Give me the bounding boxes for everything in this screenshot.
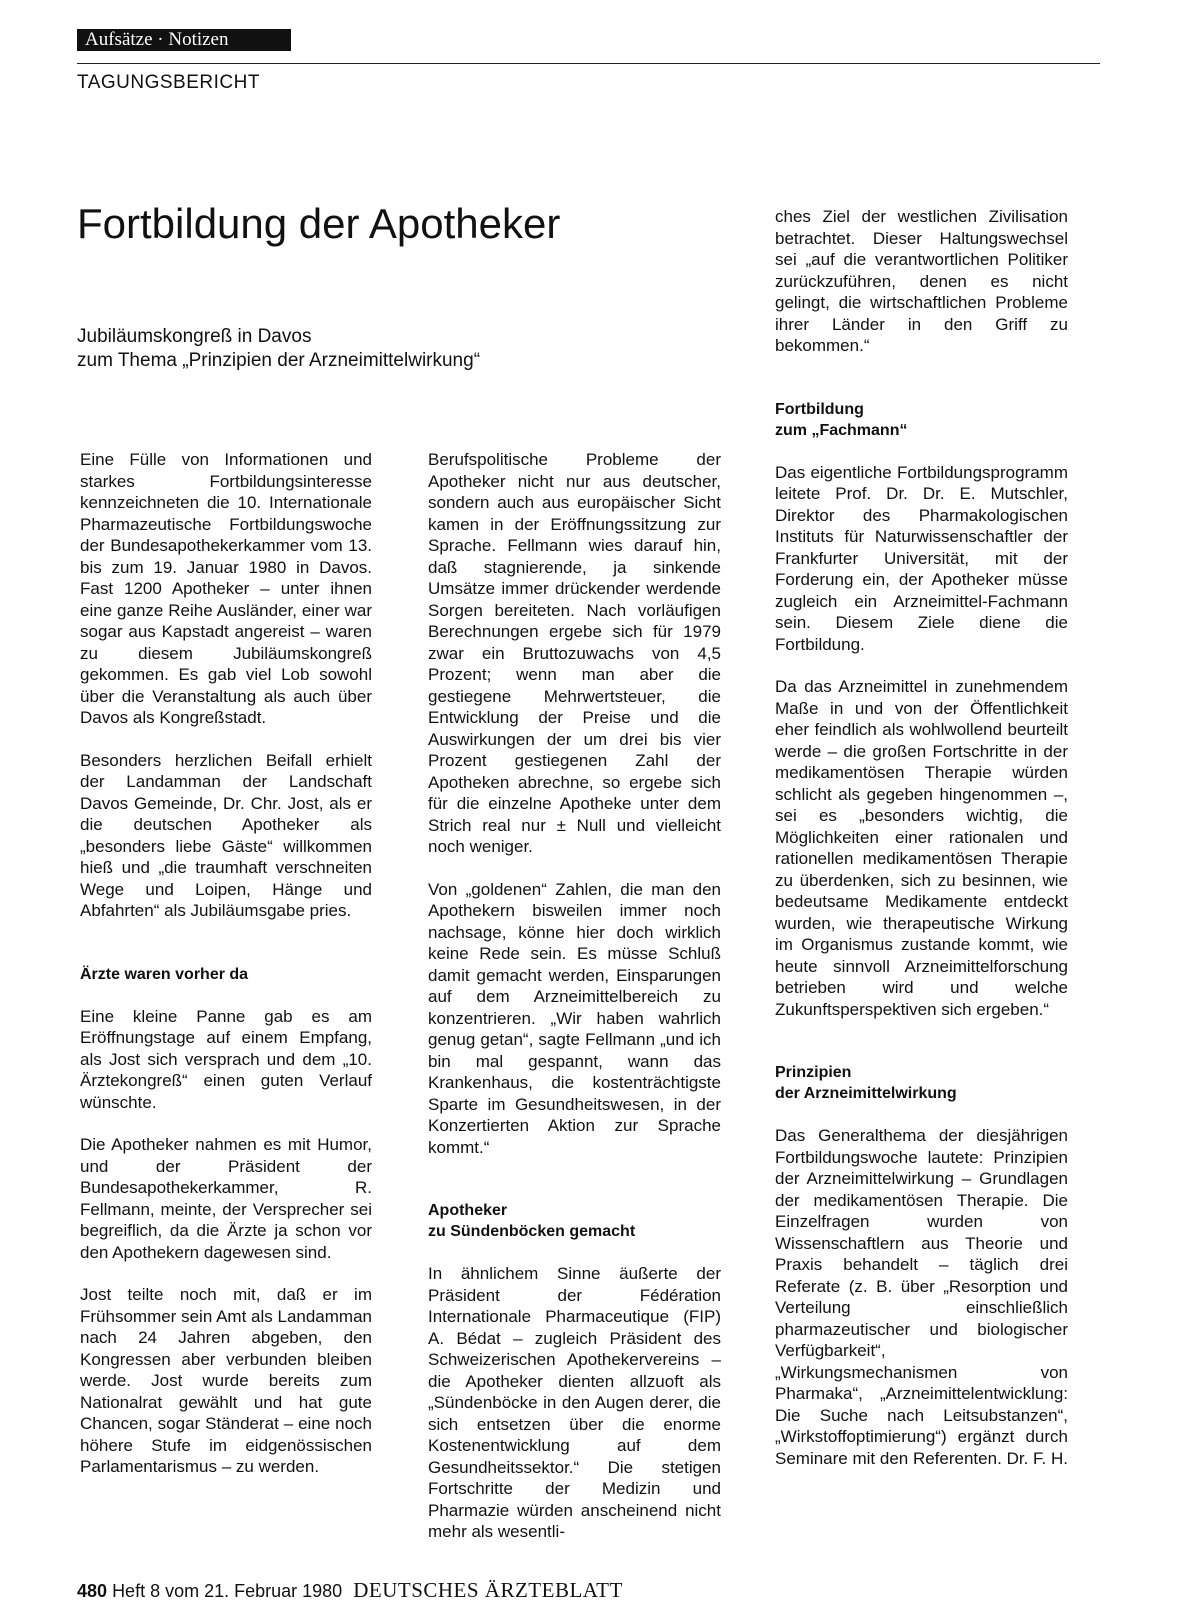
section-heading-line: der Arzneimittelwirkung [775, 1085, 957, 1102]
section-heading [775, 399, 1068, 441]
paragraph: Da das Arzneimittel in zunehmendem Maße in und von der Öffentlichkeit eher feindlich als wohlwollend beurteilt werde – die großen Fortschritte in der medikamentösen Therapie würden schlicht als gegeben hingenommen –, sei es „besonders wichtig, die Möglichkeiten einer rationalen und rationellen medikamentösen Therapie zu überdenken, sich zu besinnen, wie bedeutsame Medikamente entdeckt wurden, wie therapeutische Wirkung im Organismus zustande kommt, wie heute sinnvoll Arzneimittelforschung betrieben wird und welche Zukunftsperspektiven sich ergeben.“ [775, 677, 1068, 1019]
kicker: TAGUNGSBERICHT [77, 72, 260, 93]
paragraph: Berufspolitische Probleme der Apotheker nicht nur aus deutscher, sondern auch aus europäischer Sicht kamen in der Eröffnungssitzung zur Sprache. Fellmann wies darauf hin, daß stagnierende, ja sinkende Umsätze immer drückender werdende Sorgen bereiteten. Nach vorläufigen Berechnungen ergebe sich für 1979 zwar ein Bruttozuwachs von 4,5 Prozent; wenn man aber die gestiegene Mehrwertsteuer, die Entwicklung der Preise und die Auswirkungen der um drei bis vier Prozent gestiegenen Zahl der Apotheken abrechne, so ergebe sich für die einzelne Apotheke unter dem Strich real nur ± Null und vielleicht noch weniger. [428, 450, 721, 856]
page-number: 480 [77, 1581, 108, 1601]
section-heading-line: Fortbildung [775, 400, 864, 418]
author-signature: Dr. F. H. [1006, 1448, 1068, 1468]
section-heading [428, 1200, 721, 1242]
paragraph-text: Das Generalthema der diesjährigen Fortbildungswoche lautete: Prinzipien der Arzneimittelwirkung – Grundlagen der medikamentösen Therapie. Die Einzelfragen wurden von Wissenschaftlern aus Theorie und Praxis behandelt – täglich drei Referate (z. B. über „Resorption und Verteilung einschließlich pharmazeutischer und biologischer Verfügbarkeit“, „Wirkungsmechanismen von Pharmaka“, „Arzneimittelentwicklung: Die Suche nach Leitsubstanzen“, „Wirkstoffoptimierung“) ergänzt durch Seminare mit den Referenten. [775, 1126, 1068, 1468]
section-heading-line: zu Sündenböcken gemacht [428, 1223, 636, 1240]
paragraph: ches Ziel der westlichen Zivilisation betrachtet. Dieser Haltungswechsel sei „auf die verantwortlichen Politiker zurückzuführen, denen es nicht gelingt, die wirtschaftlichen Probleme ihrer Länder in den Griff zu bekommen.“ [775, 207, 1068, 355]
section-heading-line: Prinzipien [775, 1064, 852, 1081]
paragraph: Jost teilte noch mit, daß er im Frühsommer sein Amt als Landamman nach 24 Jahren abgeben, den Kongressen aber verbunden bleiben werde. Jost wurde bereits zum Nationalrat gewählt und hat gute Chancen, sogar Ständerat – eine noch höhere Stufe im eidgenössischen Parlamentarismus – zu werden. [80, 1285, 372, 1476]
paragraph [775, 1125, 1068, 1469]
column-1 [80, 449, 372, 1499]
section-heading-line: Apotheker [428, 1202, 508, 1219]
paragraph: Von „goldenen“ Zahlen, die man den Apothekern bisweilen immer noch nachsage, könne hier doch wirklich keine Rede sein. Es müsse Schluß damit gemacht werden, Einsparungen auf dem Arzneimittelbereich zu konzentrieren. „Wir haben wahrlich genug getan“, sagte Fellmann „und ich bin mal gespannt, wann das Krankenhaus, die kostenträchtigste Sparte im Gesundheitswesen, in der Konzertierten Aktion zur Sprache kommt.“ [428, 879, 721, 1157]
paragraph: Das eigentliche Fortbildungsprogramm leitete Prof. Dr. Dr. E. Mutschler, Direktor des Pharmakologischen Instituts für Naturwissenschaftler der Frankfurter Universität, mit der Forderung ein, der Apotheker müsse zugleich ein Arzneimittel-Fachmann sein. Diesem Ziele diene die Fortbildung. [775, 462, 1068, 654]
paragraph: Besonders herzlichen Beifall erhielt der Landamman der Landschaft Davos Gemeinde, Dr. Chr. Jost, als er die deutschen Apotheker als „besonders liebe Gäste“ willkommen hieß und „die traumhaft verschneiten Wege und Loipen, Hänge und Abfahrten“ als Jubiläumsgabe pries. [80, 750, 372, 920]
paragraph: Die Apotheker nahmen es mit Humor, und der Präsident der Bundesapothekerkammer, R. Fellmann, meinte, der Versprecher sei begreiflich, da die Ärzte ja schon vor den Apothekern dagewesen sind. [80, 1135, 372, 1262]
journal-name: DEUTSCHES ÄRZTEBLATT [353, 1578, 623, 1602]
column-2 [428, 449, 721, 1564]
paragraph: In ähnlichem Sinne äußerte der Präsident der Fédération Internationale Pharmaceutique (FIP) A. Bédat – zugleich Präsident des Schweizerischen Apothekervereins – die Apotheker dienten allzuoft als „Sündenböcke in den Augen derer, die sich entsetzen über die enorme Kostenentwicklung auf dem Gesundheitssektor.“ Die stetigen Fortschritte der Medizin und Pharmazie würden anscheinend nicht mehr als wesentli- [428, 1264, 721, 1541]
paragraph: Eine kleine Panne gab es am Eröffnungstage auf einem Empfang, als Jost sich versprach und dem „10. Ärztekongreß“ einen guten Verlauf wünschte. [80, 1006, 372, 1112]
section-heading [775, 1062, 1068, 1104]
article-title: Fortbildung der Apotheker [77, 200, 561, 247]
paragraph: Eine Fülle von Informationen und starkes Fortbildungsinteresse kennzeichneten die 10. Internationale Pharmazeutische Fortbildungswoche der Bundesapothekerkammer vom 13. bis zum 19. Januar 1980 in Davos. Fast 1200 Apotheker – unter ihnen eine ganze Reihe Ausländer, einer war sogar aus Kapstadt angereist – waren zu diesem Jubiläumskongreß gekommen. Es gab viel Lob sowohl über die Veranstaltung als auch über Davos als Kongreßstadt. [80, 450, 372, 727]
column-3 [775, 206, 1068, 1490]
section-heading-line: zum „Fachmann“ [775, 421, 908, 439]
section-heading: Ärzte waren vorher da [80, 965, 249, 983]
article-subtitle [77, 325, 637, 373]
header-rule [77, 63, 1100, 64]
subtitle-line-2: zum Thema „Prinzipien der Arzneimittelwirkung“ [77, 350, 481, 371]
page-footer [77, 1578, 623, 1603]
issue-info: Heft 8 vom 21. Februar 1980 [112, 1581, 343, 1601]
section-tag: Aufsätze · Notizen [77, 29, 291, 51]
subtitle-line-1: Jubiläumskongreß in Davos [77, 326, 312, 347]
